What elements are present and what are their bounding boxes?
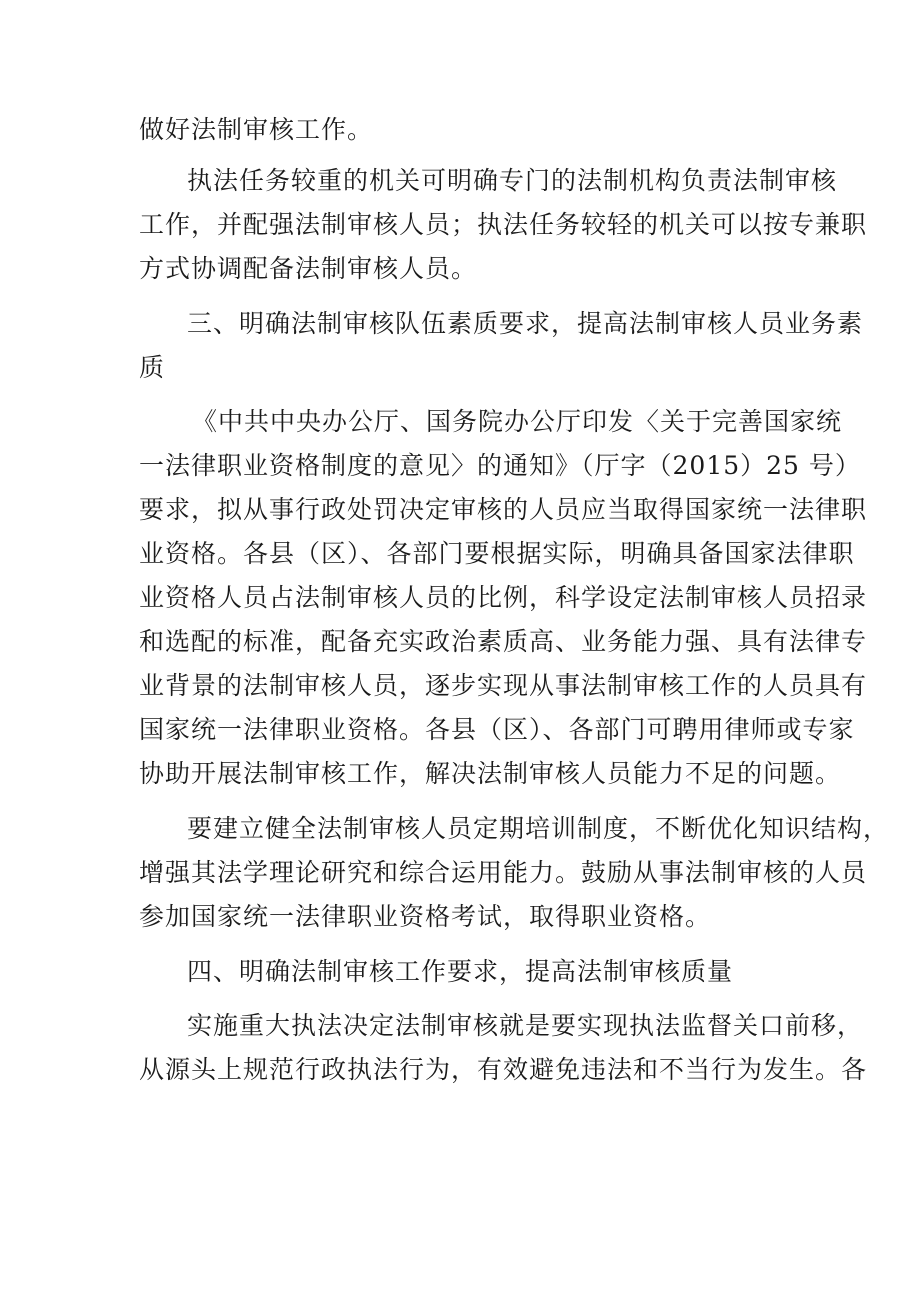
text-line: 做好法制审核工作。 [139,115,374,144]
text-line: 业背景的法制审核人员，逐步实现从事法制审核工作的人员具有 [139,671,868,700]
section-heading: 四、明确法制审核工作要求，提高法制审核质量 [187,957,734,986]
text-line: 和选配的标准，配备充实政治素质高、业务能力强、具有法律专 [139,627,868,656]
text-line: 实施重大执法决定法制审核就是要实现执法监督关口前移， [187,1011,864,1040]
section-heading: 三、明确法制审核队伍素质要求，提高法制审核人员业务素 [187,309,864,338]
text-line: 业资格人员占法制审核人员的比例，科学设定法制审核人员招录 [139,583,868,612]
section-heading-continued: 质 [139,353,166,382]
text-line: 方式协调配备法制审核人员。 [139,254,478,283]
text-line: 协助开展法制审核工作，解决法制审核人员能力不足的问题。 [139,759,842,788]
text-line: 从源头上规范行政执法行为，有效避免违法和不当行为发生。各 [139,1055,868,1084]
text-line: 要建立健全法制审核人员定期培训制度，不断优化知识结构， [187,814,890,843]
text-line: 业资格。各县（区）、各部门要根据实际，明确具备国家法律职 [139,539,855,568]
text-line: 增强其法学理论研究和综合运用能力。鼓励从事法制审核的人员 [139,858,868,887]
text-line: 一法律职业资格制度的意见〉的通知》（厅字（2015）25 号） [139,451,861,480]
text-line: 要求，拟从事行政处罚决定审核的人员应当取得国家统一法律职 [139,495,868,524]
text-line: 国家统一法律职业资格。各县（区）、各部门可聘用律师或专家 [139,715,855,744]
text-line: 工作，并配强法制审核人员；执法任务较轻的机关可以按专兼职 [139,210,868,239]
text-line: 执法任务较重的机关可明确专门的法制机构负责法制审核 [187,166,838,195]
text-line: 参加国家统一法律职业资格考试，取得职业资格。 [139,902,712,931]
text-line: 《中共中央办公厅、国务院办公厅印发〈关于完善国家统 [192,407,843,436]
